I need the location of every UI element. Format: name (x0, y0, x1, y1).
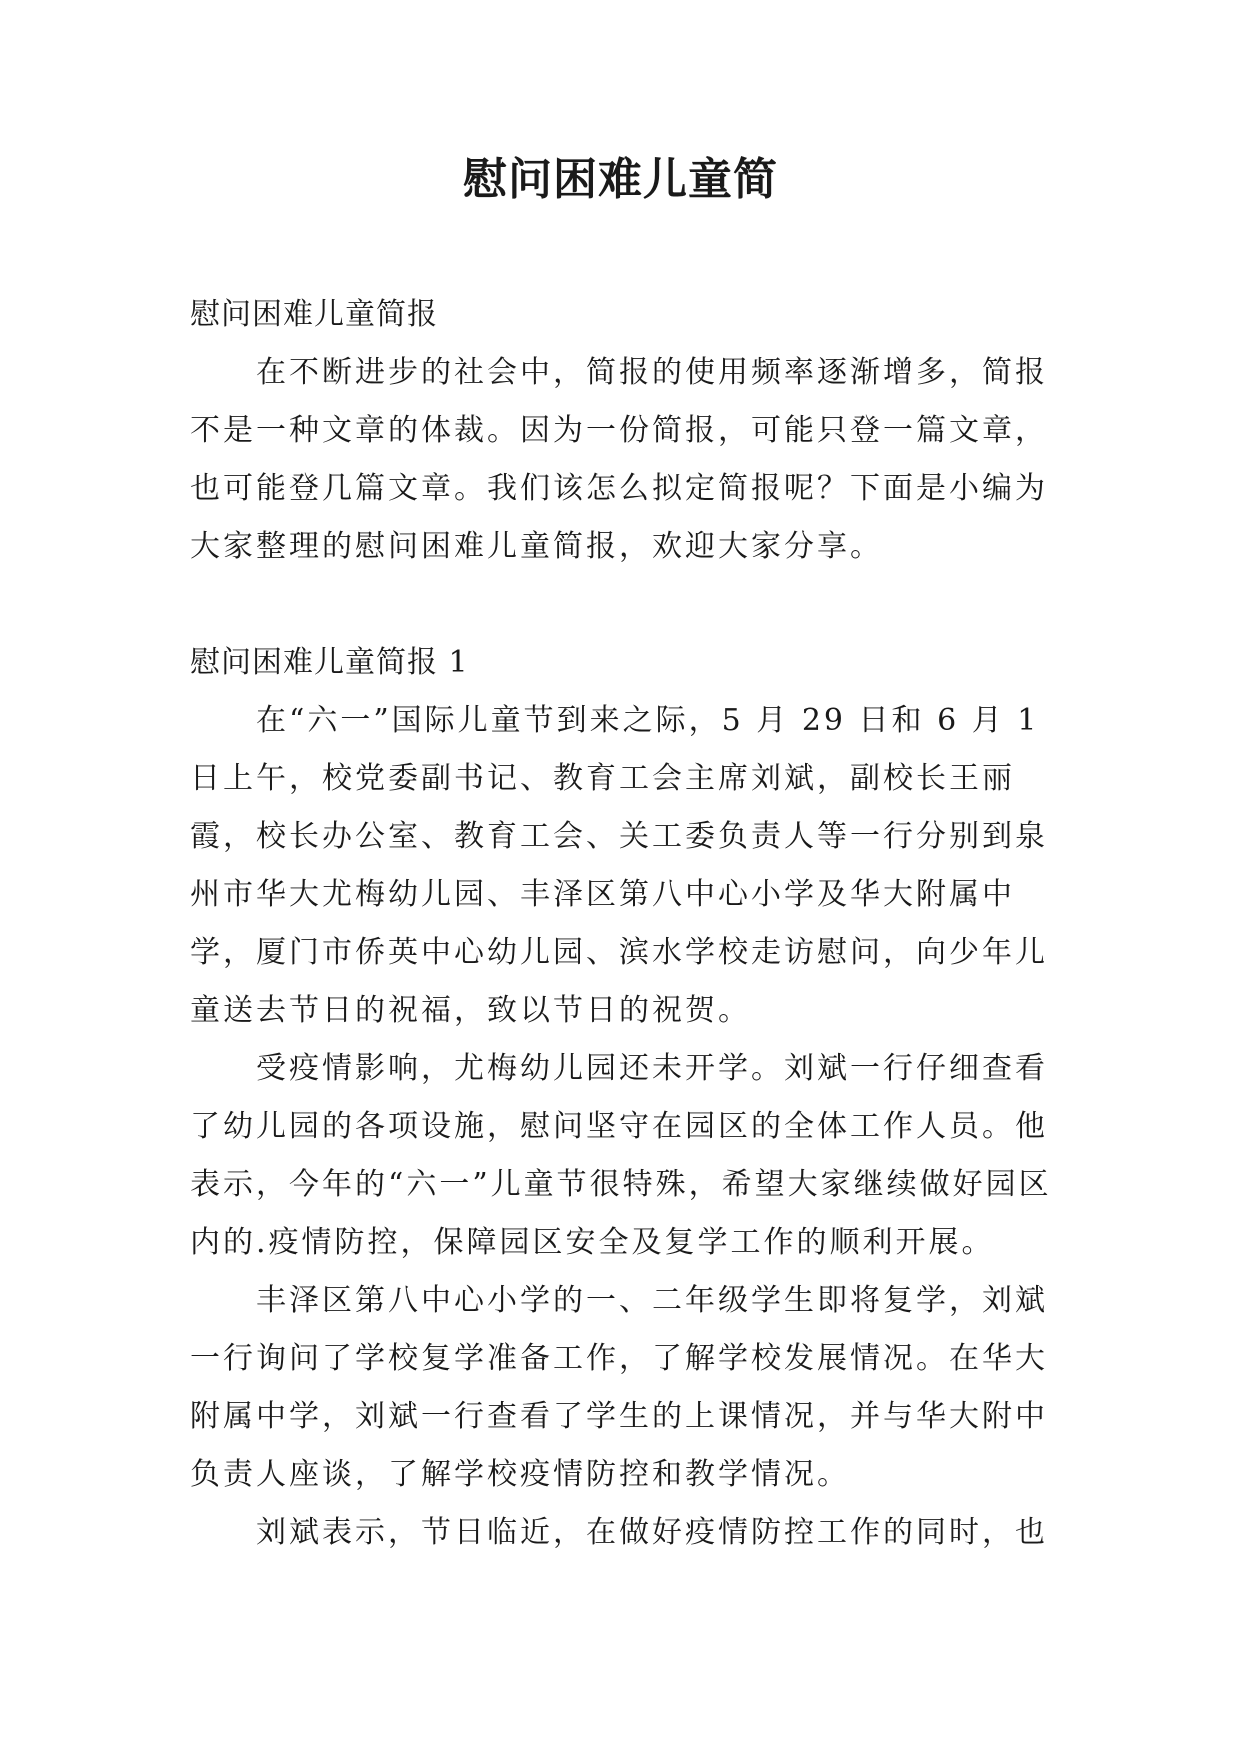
section-1-heading: 慰问困难儿童简报 1 (190, 645, 469, 680)
intro-heading: 慰问困难儿童简报 (190, 297, 438, 332)
document-title: 慰问困难儿童简 (463, 154, 778, 205)
section-1-paragraph-3: 丰泽区第八中心小学的一、二年级学生即将复学，刘斌一行询问了学校复学准备工作，了解学校发展情况。在华大附属中学，刘斌一行查看了学生的上课情况，并与华大附中负责人座谈，了解学校疫情防控和教学情况。 (190, 1283, 1048, 1492)
section-spacer (190, 576, 1070, 634)
intro-paragraph: 在不断进步的社会中，简报的使用频率逐渐增多，简报不是一种文章的体裁。因为一份简报，可能只登一篇文章，也可能登几篇文章。我们该怎么拟定简报呢？下面是小编为大家整理的慰问困难儿童简报，欢迎大家分享。 (190, 355, 1048, 564)
document-body (190, 286, 1070, 1562)
section-1-paragraph-4: 刘斌表示，节日临近，在做好疫情防控工作的同时，也 (256, 1515, 1048, 1550)
section-1-paragraph-2: 受疫情影响，尤梅幼儿园还未开学。刘斌一行仔细查看了幼儿园的各项设施，慰问坚守在园区的全体工作人员。他表示，今年的“六一”儿童节很特殊，希望大家继续做好园区内的.疫情防控，保障园区安全及复学工作的顺利开展。 (190, 1051, 1052, 1260)
section-1-paragraph-1: 在“六一”国际儿童节到来之际，5 月 29 日和 6 月 1 日上午，校党委副书记、教育工会主席刘斌，副校长王丽霞，校长办公室、教育工会、关工委负责人等一行分别到泉州市华大尤梅幼儿园、丰泽区第八中心小学及华大附属中学，厦门市侨英中心幼儿园、滨水学校走访慰问，向少年儿童送去节日的祝福，致以节日的祝贺。 (190, 703, 1048, 1028)
